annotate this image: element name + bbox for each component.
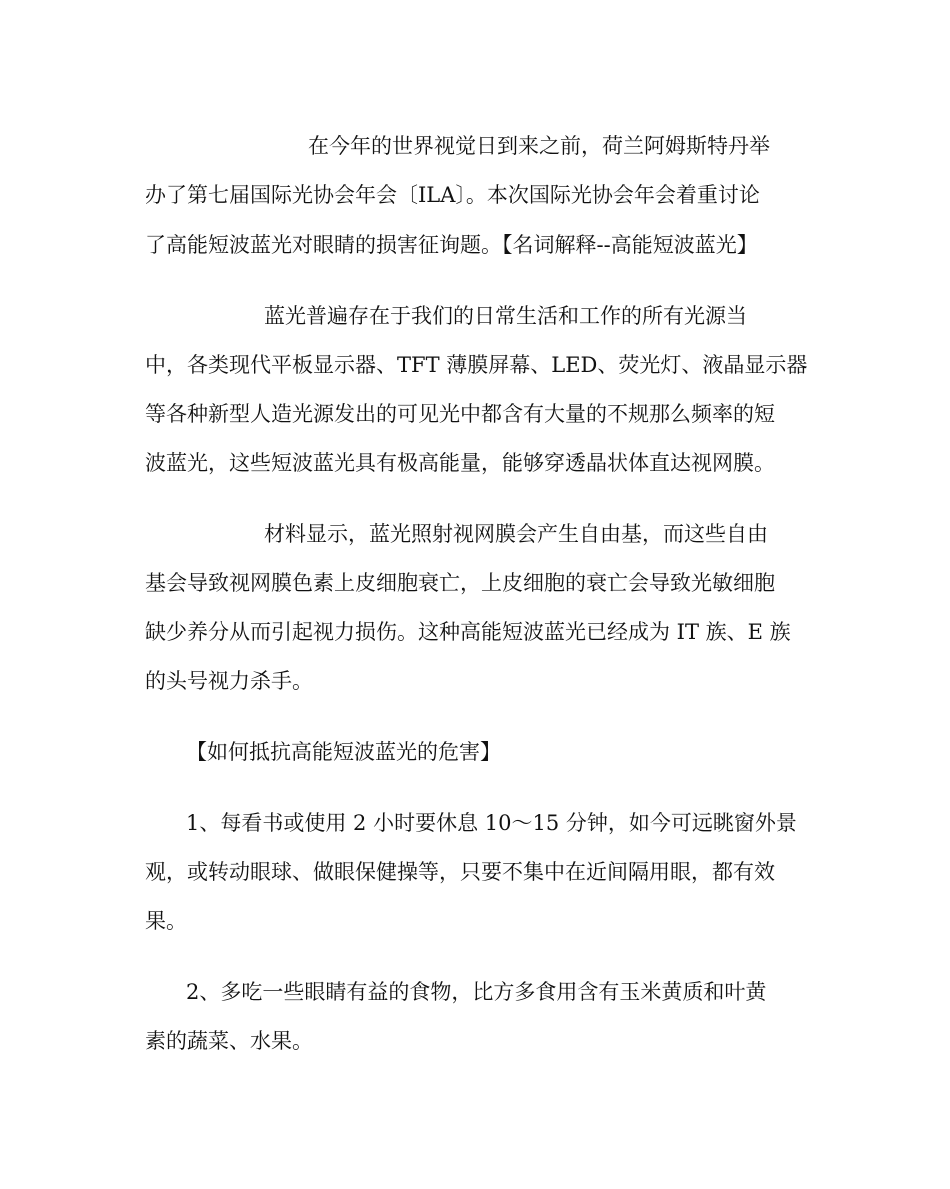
paragraph-1-line-3: 了高能短波蓝光对眼睛的损害征询题。【名词解释--高能短波蓝光】 — [145, 233, 758, 257]
paragraph-3-line-2: 基会导致视网膜色素上皮细胞衰亡，上皮细胞的衰亡会导致光敏细胞 — [145, 571, 775, 595]
paragraph-2-line-1: 蓝光普遍存在于我们的日常生活和工作的所有光源当 — [264, 304, 747, 328]
paragraph-3-line-3: 缺少养分从而引起视力损伤。这种高能短波蓝光已经成为 IT 族、E 族 — [145, 620, 791, 644]
paragraph-1-line-2: 办了第七届国际光协会年会〔ILA〕。本次国际光协会年会着重讨论 — [145, 183, 760, 207]
list-item-2-line-2: 素的蔬菜、水果。 — [145, 1029, 313, 1053]
section-heading: 【如何抵抗高能短波蓝光的危害】 — [186, 740, 501, 764]
list-item-1-line-2: 观，或转动眼球、做眼保健操等，只要不集中在近间隔用眼，都有效 — [145, 860, 775, 884]
paragraph-3-line-1: 材料显示，蓝光照射视网膜会产生自由基，而这些自由 — [264, 522, 768, 546]
list-item-1-line-3: 果。 — [145, 909, 187, 933]
paragraph-3-line-4: 的头号视力杀手。 — [145, 669, 313, 693]
paragraph-2-line-2: 中，各类现代平板显示器、TFT 薄膜屏幕、LED、荧光灯、液晶显示器 — [145, 353, 808, 377]
paragraph-2-line-4: 波蓝光，这些短波蓝光具有极高能量，能够穿透晶状体直达视网膜。 — [145, 451, 775, 475]
paragraph-2-line-3: 等各种新型人造光源发出的可见光中都含有大量的不规那么频率的短 — [145, 402, 775, 426]
paragraph-1-line-1: 在今年的世界视觉日到来之前，荷兰阿姆斯特丹举 — [308, 134, 770, 158]
list-item-2-line-1: 2、多吃一些眼睛有益的食物，比方多食用含有玉米黄质和叶黄 — [186, 980, 767, 1004]
list-item-1-line-1: 1、每看书或使用 2 小时要休息 10～15 分钟，如今可远眺窗外景 — [186, 811, 797, 835]
